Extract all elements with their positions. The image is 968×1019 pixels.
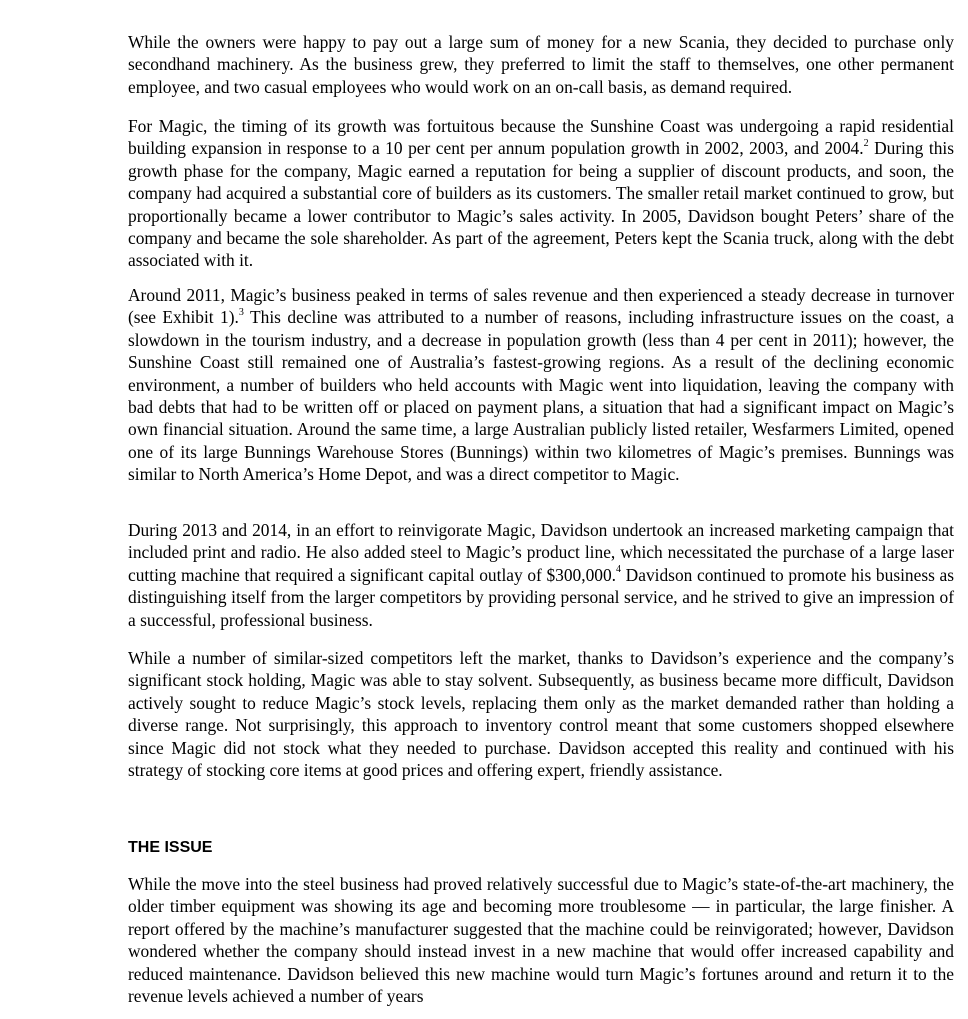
- paragraph-6: While the move into the steel business had proved relatively successful due to Magic’s state-of-the-art machinery, the older timber equipment was showing its age and becoming more troublesome — in particular, the large finisher. A report offered by the machine’s manufacturer suggested that the machine could be reinvigorated; however, Davidson wondered whether the company should instead invest in a new machine that would offer increased capability and reduced maintenance. Davidson believed this new machine would turn Magic’s fortunes around and return it to the revenue levels achieved a number of years: [128, 874, 954, 1007]
- paragraph-3: [128, 284, 954, 486]
- paragraph-3-text-b: This decline was attributed to a number of reasons, including infrastructure issues on the coast, a slowdown in the tourism industry, and a decrease in population growth (less than 4 per cent in 2011); however, the Sunshine Coast still remained one of Australia’s fastest-growing regions. As a result of the declining economic environment, a number of builders who held accounts with Magic went into liquidation, leaving the company with bad debts that had to be written off or placed on payment plans, a situation that had a significant impact on Magic’s own financial situation. Around the same time, a large Australian publicly listed retailer, Wesfarmers Limited, opened one of its large Bunnings Warehouse Stores (Bunnings) within two kilometres of Magic’s premises. Bunnings was similar to North America’s Home Depot, and was a direct competitor to Magic.: [128, 307, 955, 485]
- section-heading-the-issue: THE ISSUE: [128, 839, 213, 856]
- paragraph-4-text-b: Davidson continued to promote his business as distinguishing itself from the larger competitors by providing personal service, and he strived to give an impression of a successful, professional business.: [128, 564, 954, 630]
- paragraph-3-text-a: Around 2011, Magic’s business peaked in terms of sales revenue and then experienced a steady decrease in turnover (see Exhibit 1).: [128, 285, 954, 328]
- paragraph-1: While the owners were happy to pay out a large sum of money for a new Scania, they decided to purchase only secondhand machinery. As the business grew, they preferred to limit the staff to themselves, one other permanent employee, and two casual employees who would work on an on-call basis, as demand required.: [128, 32, 954, 97]
- paragraph-5: While a number of similar-sized competitors left the market, thanks to Davidson’s experience and the company’s significant stock holding, Magic was able to stay solvent. Subsequently, as business became more difficult, Davidson actively sought to reduce Magic’s stock levels, replacing them only as the market demanded rather than holding a diverse range. Not surprisingly, this approach to inventory control meant that some customers shopped elsewhere since Magic did not stock what they needed to purchase. Davidson accepted this reality and continued with his strategy of stocking core items at good prices and offering expert, friendly assistance.: [128, 648, 954, 781]
- paragraph-4-text-a: During 2013 and 2014, in an effort to reinvigorate Magic, Davidson undertook an increased marketing campaign that included print and radio. He also added steel to Magic’s product line, which necessitated the purchase of a large laser cutting machine that required a significant capital outlay of $300,000.: [128, 520, 954, 585]
- paragraph-4: [128, 519, 954, 631]
- paragraph-2: [128, 115, 954, 272]
- footnote-ref-3[interactable]: 3: [238, 306, 244, 318]
- paragraph-2-text-a: For Magic, the timing of its growth was fortuitous because the Sunshine Coast was undergoing a rapid residential building expansion in response to a 10 per cent per annum population growth in 2002, 2003, and 2004.: [128, 116, 954, 159]
- footnote-ref-2[interactable]: 2: [863, 137, 869, 149]
- footnote-ref-4[interactable]: 4: [616, 564, 622, 576]
- paragraph-2-text-b: During this growth phase for the company, Magic earned a reputation for being a supplier of discount products, and soon, the company had acquired a substantial core of builders as its customers. The smaller retail market continued to grow, but proportionally became a lower contributor to Magic’s sales activity. In 2005, Davidson bought Peters’ share of the company and became the sole shareholder. As part of the agreement, Peters kept the Scania truck, along with the debt associated with it.: [128, 138, 954, 271]
